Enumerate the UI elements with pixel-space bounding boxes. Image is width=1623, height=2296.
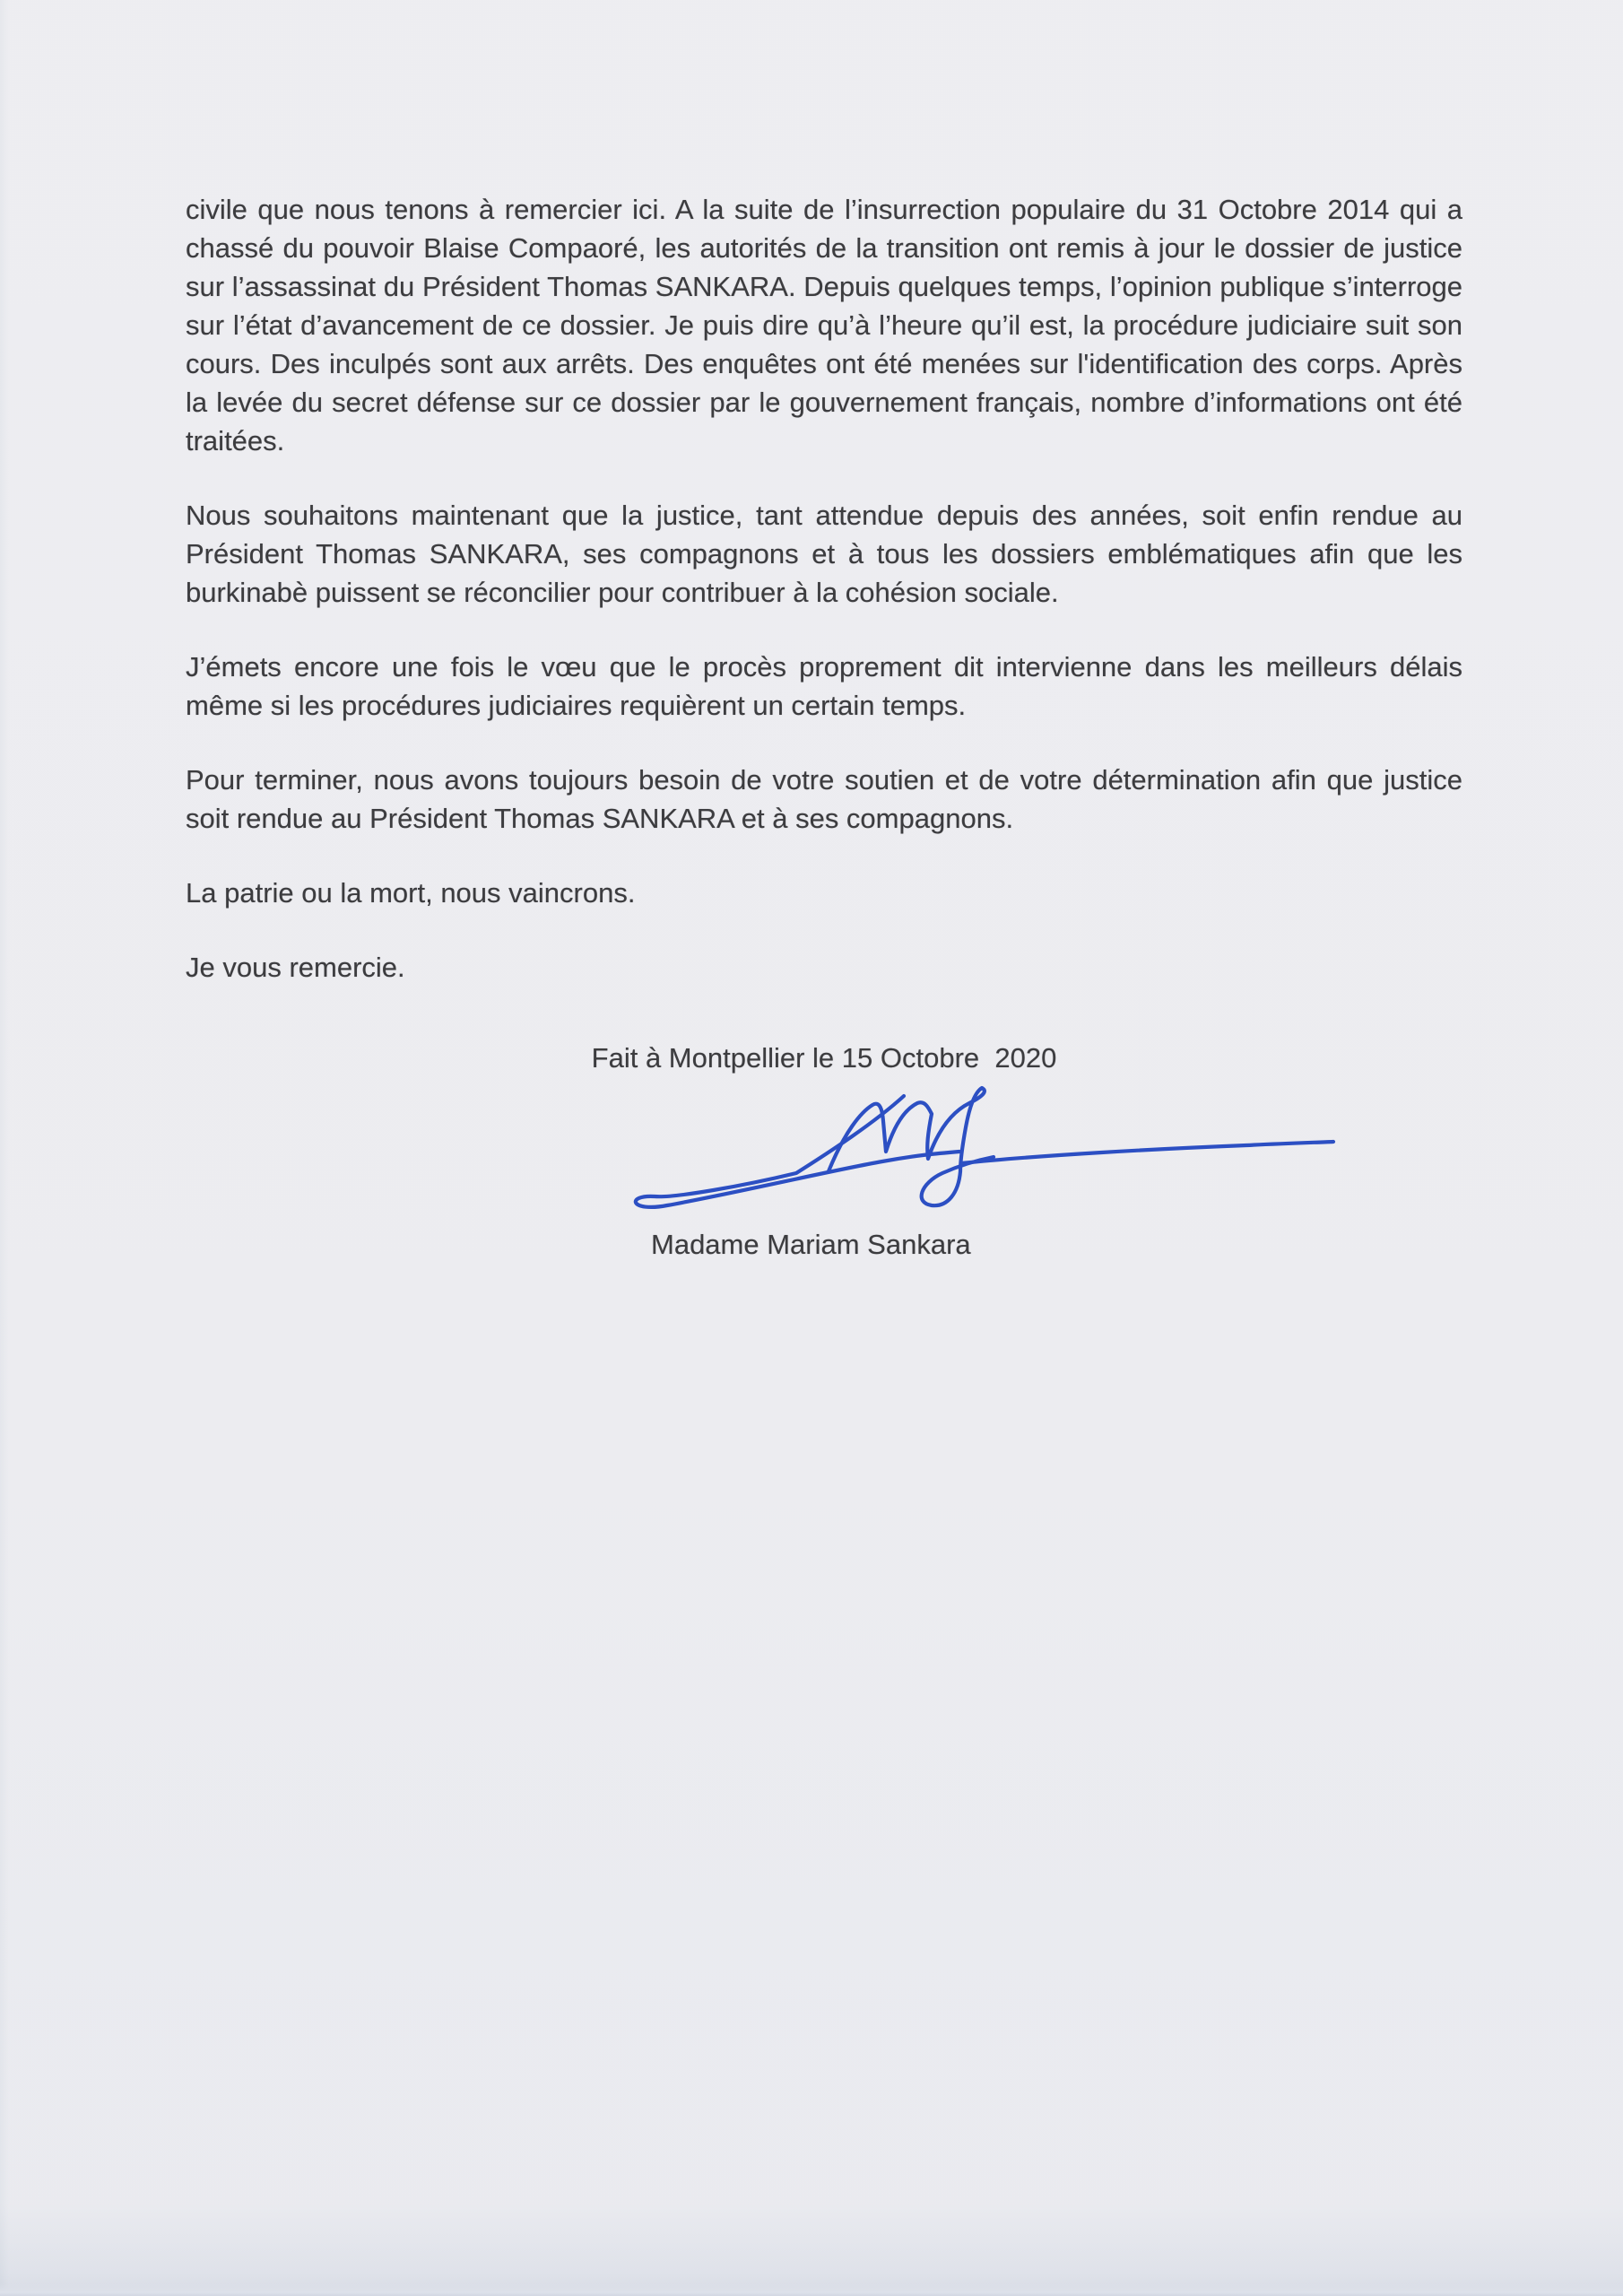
paragraph-2: Nous souhaitons maintenant que la justice, tant attendue depuis des années, soit enfin rendue au Président Thomas SANKARA, ses compagnons et à tous les dossiers emblématiques afin que les burkinabè puissent se réconcilier pour contribuer à la cohésion sociale.: [186, 500, 1462, 608]
signatory-name: Madame Mariam Sankara: [651, 1229, 971, 1260]
signature-ink-icon: [619, 1076, 1345, 1229]
paragraph-5: La patrie ou la mort, nous vaincrons.: [186, 877, 636, 909]
dateline: Fait à Montpellier le 15 Octobre 2020: [591, 1042, 1057, 1074]
paragraph-3: J’émets encore une fois le vœu que le procès proprement dit intervienne dans les meilleurs délais même si les procédures judiciaires requièrent un certain temps.: [186, 651, 1462, 721]
paragraph-6: Je vous remercie.: [186, 952, 405, 983]
handwritten-signature: [619, 1076, 1345, 1229]
paragraph-1: civile que nous tenons à remercier ici. A la suite de l’insurrection populaire du 31 Octobre 2014 qui a chassé du pouvoir Blaise Compaoré, les autorités de la transition ont remis à jour le dossier de justice sur l’assassinat du Président Thomas SANKARA. Depuis quelques temps, l’opinion publique s’interroge sur l’état d’avancement de ce dossier. Je puis dire qu’à l’heure qu’il est, la procédure judiciaire suit son cours. Des inculpés sont aux arrêts. Des enquêtes ont été menées sur l'identification des corps. Après la levée du secret défense sur ce dossier par le gouvernement français, nombre d’informations ont été traitées.: [186, 194, 1462, 457]
paragraph-4: Pour terminer, nous avons toujours besoin de votre soutien et de votre détermination afin que justice soit rendue au Président Thomas SANKARA et à ses compagnons.: [186, 764, 1462, 834]
letter-body: [186, 190, 1462, 1077]
scan-edge-shadow: [0, 2283, 1623, 2296]
